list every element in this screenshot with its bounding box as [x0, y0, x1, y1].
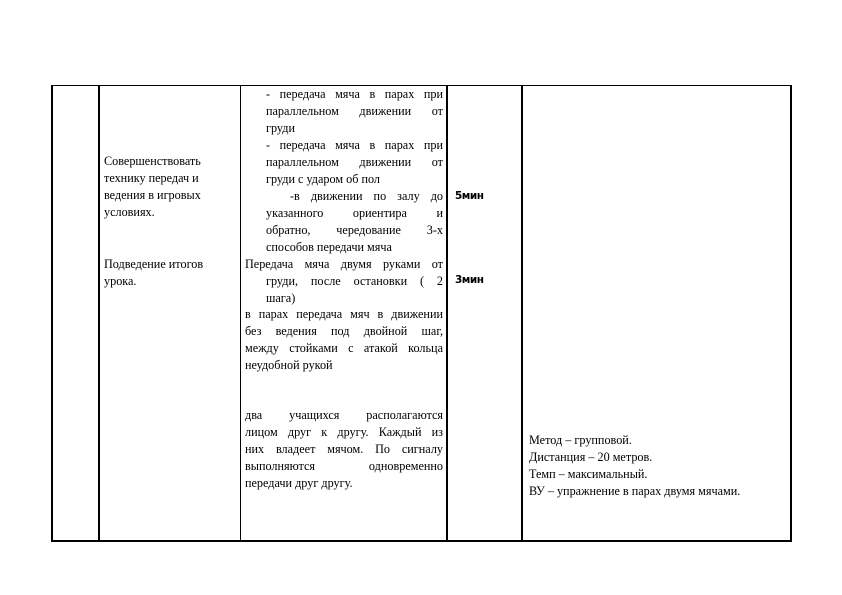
column-divider-1 — [98, 85, 100, 542]
method-note: Метод – групповой. — [529, 433, 632, 447]
column-divider-4 — [521, 85, 523, 542]
tempo-note: Темп – максимальный. — [529, 467, 648, 481]
exercise-line: без ведения под двойной шаг, — [245, 324, 443, 338]
exercise-line: лицом друг к другу. Каждый из — [245, 425, 443, 439]
goal-line: Совершенствовать — [104, 154, 201, 168]
table-left-border — [51, 85, 53, 542]
summary-line: Подведение итогов — [104, 257, 204, 271]
table-bottom-border — [51, 540, 792, 542]
exercise-line: между стойками с атакой кольца — [245, 341, 443, 355]
exercise-line: обратно, чередование 3-х — [266, 223, 443, 237]
column-divider-2 — [240, 85, 241, 542]
exercise-line: в парах передача мяч в движении — [245, 307, 443, 321]
exercise-line: передачи друг другу. — [245, 476, 353, 490]
distance-note: Дистанция – 20 метров. — [529, 450, 653, 464]
exercise-line: них владеет мячом. По сигналу — [245, 442, 443, 456]
table-right-border — [790, 85, 792, 542]
goal-line: условиях. — [104, 205, 155, 219]
exercise-line: шага) — [266, 291, 296, 305]
exercise-line: груди — [266, 121, 295, 135]
exercise-line: параллельном движении от — [266, 155, 443, 169]
exercise-line: Передача мяча двумя руками от — [245, 257, 443, 271]
goal-line: технику передач и — [104, 171, 199, 185]
exercise-line: груди с ударом об пол — [266, 172, 381, 186]
exercise-line: выполняются одновременно — [245, 459, 443, 473]
exercise-line: - передача мяча в парах при — [266, 87, 443, 101]
column-divider-3 — [446, 85, 448, 542]
exercise-line: неудобной рукой — [245, 358, 333, 372]
goal-line: ведения в игровых — [104, 188, 201, 202]
exercise-line: способов передачи мяча — [266, 240, 392, 254]
exercise-line: груди, после остановки ( 2 — [266, 274, 443, 288]
exercise-line: - передача мяча в парах при — [266, 138, 443, 152]
summary-line: урока. — [104, 274, 137, 288]
exercise-note: ВУ – упражнение в парах двумя мячами. — [529, 484, 741, 498]
exercise-line: два учащихся располагаются — [245, 408, 443, 422]
exercise-line: -в движении по залу до — [290, 189, 443, 203]
duration-label: 3мин — [455, 274, 484, 286]
exercise-line: указанного ориентира и — [266, 206, 443, 220]
duration-label: 5мин — [455, 190, 484, 202]
exercise-line: параллельном движении от — [266, 104, 443, 118]
